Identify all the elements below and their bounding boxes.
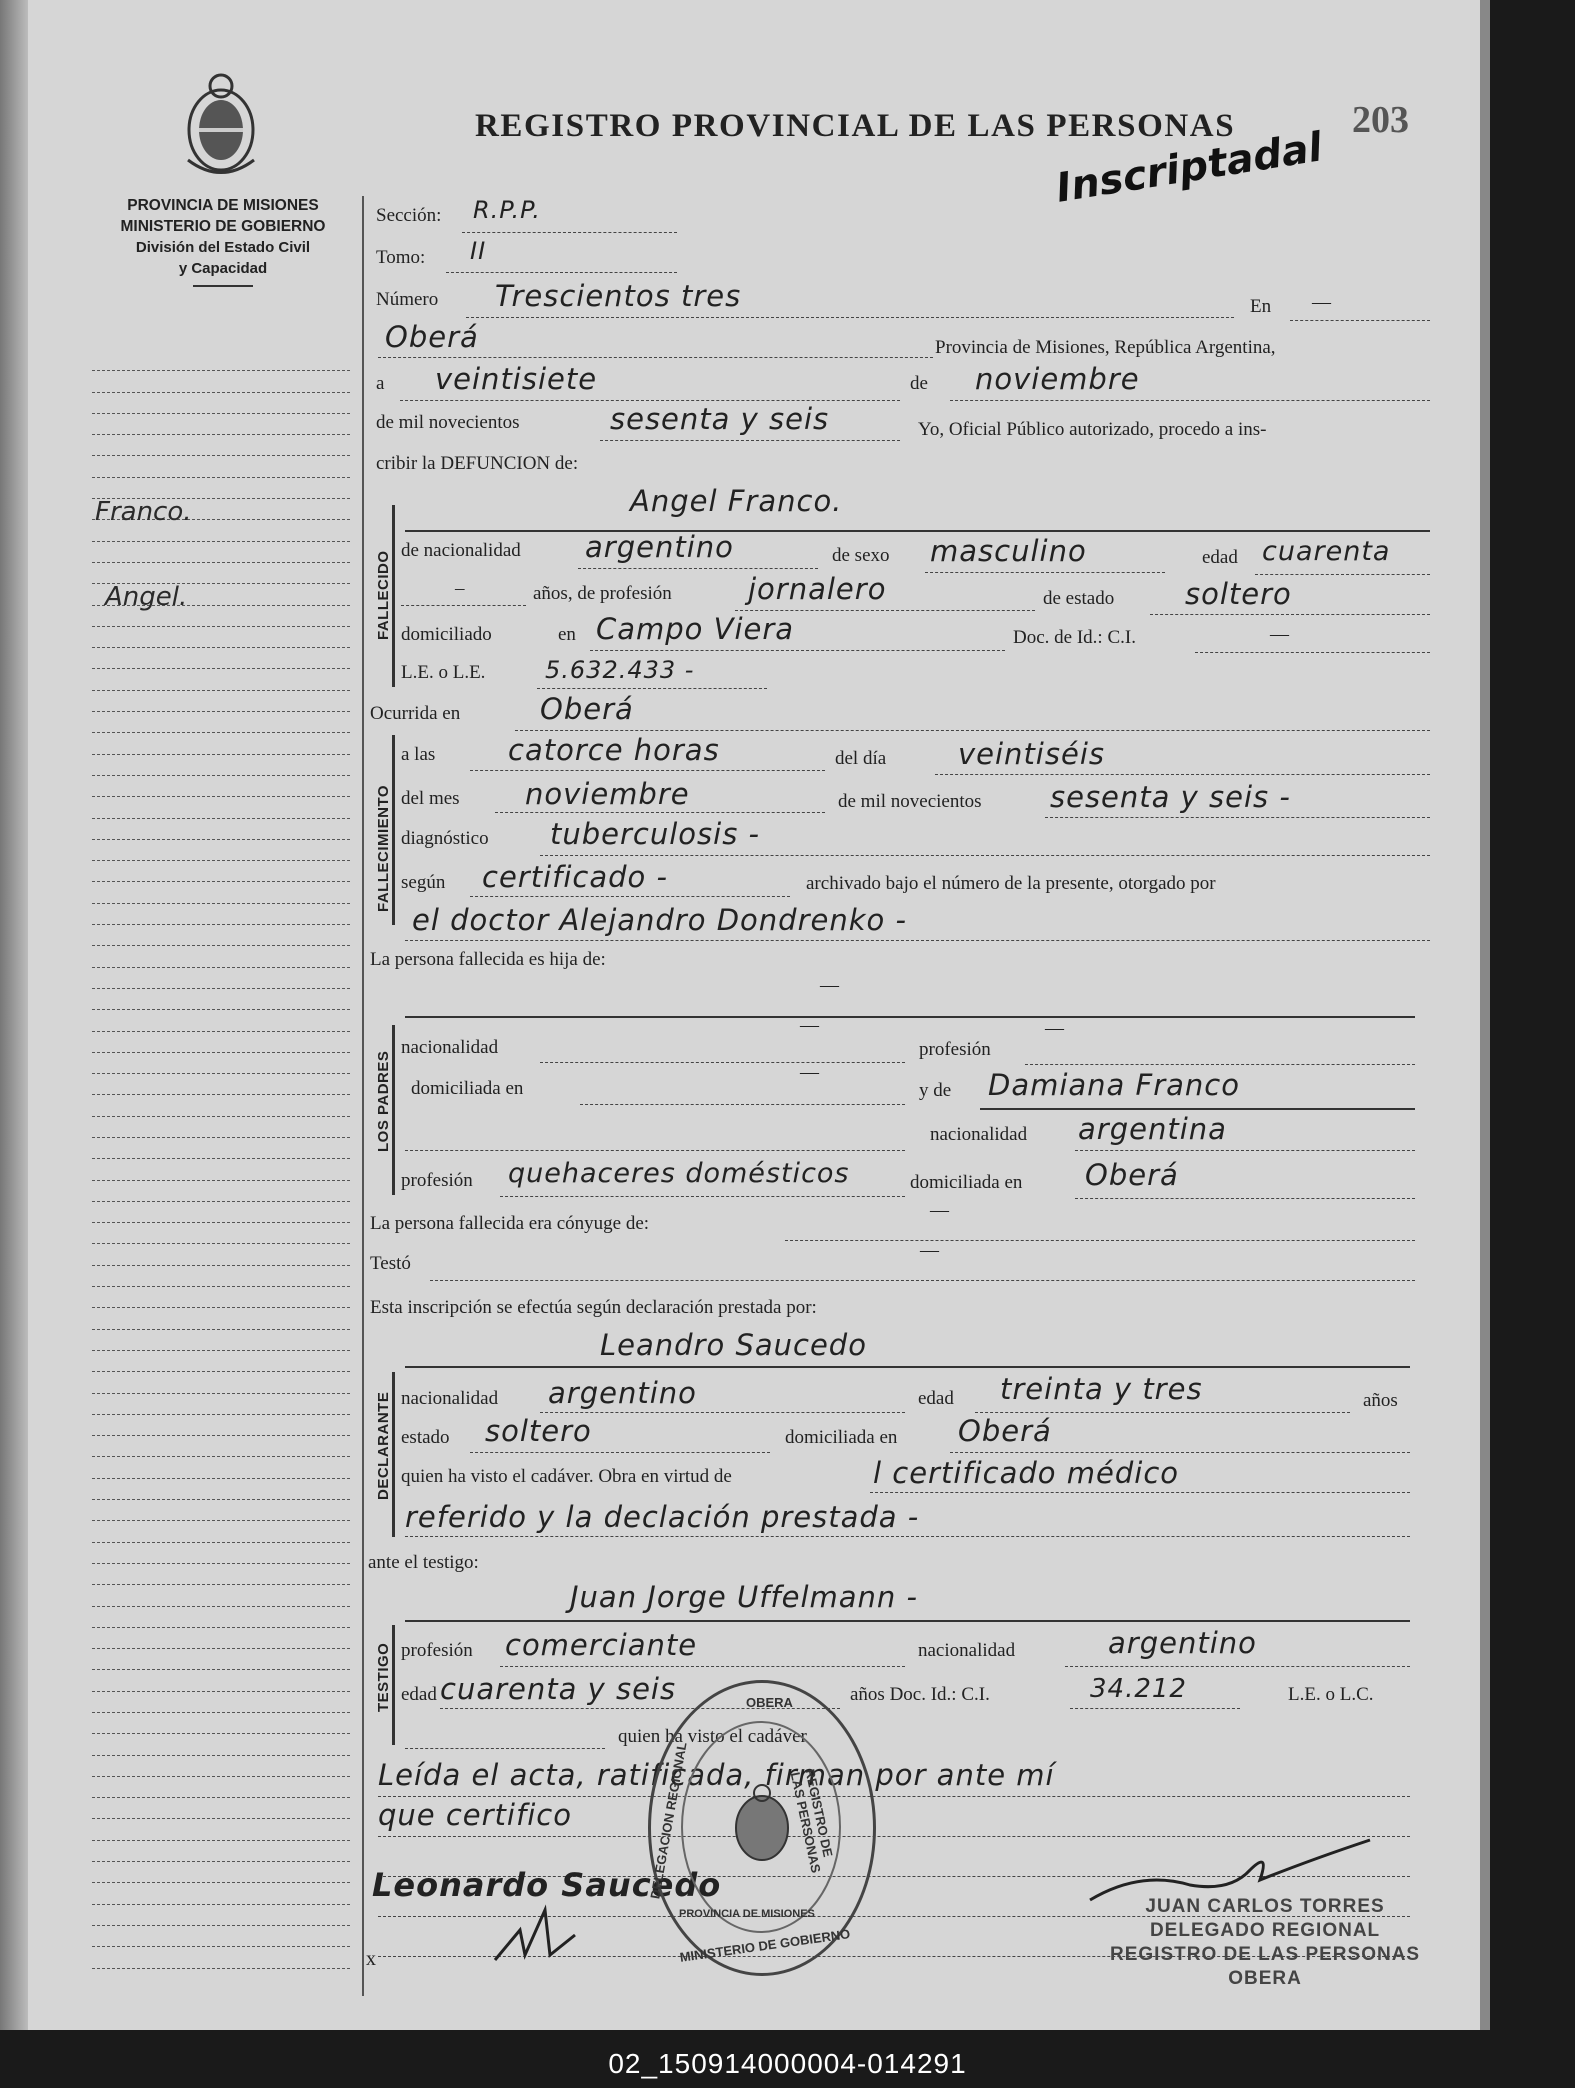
- estado-label: de estado: [1043, 588, 1115, 609]
- day-value: veintisiete: [435, 362, 598, 396]
- declarant-signature: Leonardo Saucedo: [372, 1866, 722, 1904]
- margin-rule-line: [92, 1244, 350, 1265]
- le-label: L.E. o L.E.: [401, 662, 486, 683]
- anio-value: sesenta y seis -: [1050, 780, 1291, 814]
- margin-rule-line: [92, 1670, 350, 1691]
- dia-label: del día: [835, 748, 887, 769]
- testigo-anos-doc-label: años Doc. Id.: C.I.: [850, 1684, 990, 1705]
- margin-rule-line: [92, 435, 350, 456]
- fallecido-bracket: [392, 505, 395, 687]
- segun-line: [470, 896, 790, 897]
- declarante-estado-line: [470, 1452, 770, 1453]
- margin-rule-line: [92, 1585, 350, 1606]
- margin-rule-line: [92, 1926, 350, 1947]
- stamp-emblem-icon: [729, 1783, 795, 1863]
- profesion-value: jornalero: [748, 572, 887, 606]
- testigo-profesion-line: [500, 1666, 905, 1667]
- month-line: [950, 400, 1430, 401]
- margin-rule-line: [92, 456, 350, 477]
- testo-label: Testó: [370, 1253, 411, 1274]
- madre-domicilio-value: Oberá: [1085, 1158, 1179, 1192]
- officer-certification: [1110, 1895, 1420, 1991]
- margin-rule-line: [92, 1628, 350, 1649]
- closing-line-1-rule: [378, 1796, 1410, 1797]
- margin-rule-line: [92, 1777, 350, 1798]
- official-text: Yo, Oficial Público autorizado, procedo a ins-: [918, 419, 1267, 440]
- madre-nacionalidad-line: [1075, 1150, 1415, 1151]
- edad-line: [1255, 574, 1430, 575]
- testigo-nacionalidad-line: [1065, 1666, 1410, 1667]
- ocurrida-value: Oberá: [540, 692, 634, 726]
- testigo-visto-line: [405, 1748, 605, 1749]
- archivado-text: archivado bajo el número de la presente, otorgado por: [806, 873, 1216, 894]
- le-line: [537, 688, 767, 689]
- madre-name-value: Damiana Franco: [988, 1068, 1240, 1102]
- seccion-value: R.P.P.: [473, 196, 541, 224]
- dia-line: [935, 774, 1430, 775]
- edad-dash: –: [455, 578, 465, 599]
- madre-name-line: [980, 1108, 1415, 1110]
- padre-domicilio-label: domiciliada en: [411, 1078, 524, 1099]
- margin-rule-line: [92, 712, 350, 733]
- year-label: de mil novecientos: [376, 412, 520, 433]
- ministry-label: MINISTERIO DE GOBIERNO: [120, 218, 326, 235]
- top-signature: Inscriptadal: [1053, 124, 1326, 212]
- doc-value: —: [1270, 624, 1289, 645]
- ocurrida-label: Ocurrida en: [370, 703, 461, 724]
- margin-rule-line: [92, 1756, 350, 1777]
- domicilio-value: Campo Viera: [596, 612, 795, 646]
- margin-rule-line: [92, 925, 350, 946]
- margin-rule-line: [92, 1032, 350, 1053]
- witness-signature-scribble: [490, 1900, 580, 1970]
- margin-rule-line: [92, 797, 350, 818]
- domicilio-label: domiciliado: [401, 624, 492, 645]
- nacionalidad-value: argentino: [585, 530, 734, 564]
- margin-rule-line: [92, 1500, 350, 1521]
- padre-profesion-value: —: [1045, 1018, 1064, 1039]
- padre-profesion-line: [1025, 1064, 1415, 1065]
- declarante-name: Leandro Saucedo: [600, 1328, 867, 1362]
- margin-rule-line: [92, 1308, 350, 1329]
- stamp-city: OBERA: [746, 1695, 793, 1710]
- madre-domicilio-line: [1075, 1198, 1415, 1199]
- yde-label: y de: [919, 1080, 952, 1101]
- madre-profesion-label: profesión: [401, 1170, 473, 1191]
- en-value: —: [1312, 292, 1331, 313]
- margin-rule-line: [92, 1053, 350, 1074]
- margin-rule-line: [92, 478, 350, 499]
- dia-value: veintiséis: [958, 737, 1105, 771]
- margin-rule-line: [92, 1713, 350, 1734]
- testo-value: —: [920, 1240, 939, 1261]
- edad-value: cuarenta: [1262, 536, 1391, 567]
- margin-rule-line: [92, 1521, 350, 1542]
- diagnostico-value: tuberculosis -: [550, 817, 761, 851]
- margin-rule-line: [92, 1457, 350, 1478]
- madre-blank-line: [405, 1150, 905, 1151]
- diagnostico-line: [540, 855, 1430, 856]
- margin-rule-line: [92, 669, 350, 690]
- diagnostico-label: diagnóstico: [401, 828, 489, 849]
- testigo-doc-line: [1070, 1708, 1240, 1709]
- declarante-domicilio-line: [950, 1452, 1410, 1453]
- deceased-name: Angel Franco.: [630, 484, 843, 518]
- declarante-obra-1-line: [870, 1492, 1410, 1493]
- mes-line: [495, 812, 825, 813]
- place-line: [378, 357, 933, 358]
- testigo-name-line: [405, 1620, 1410, 1622]
- declarante-estado-value: soltero: [485, 1414, 592, 1448]
- testigo-nacionalidad-value: argentino: [1108, 1626, 1257, 1660]
- declarante-intro: Esta inscripción se efectúa según declaración prestada por:: [370, 1297, 817, 1318]
- testigo-profesion-label: profesión: [401, 1640, 473, 1661]
- closing-line-1: Leída el acta, ratificada, firman por ante mí: [378, 1758, 1055, 1792]
- padre-domicilio-value: —: [800, 1062, 819, 1083]
- doctor-value: el doctor Alejandro Dondrenko -: [412, 903, 907, 937]
- margin-rule-line: [92, 1819, 350, 1840]
- declarante-nacionalidad-value: argentino: [548, 1376, 697, 1410]
- inscribe-text: cribir la DEFUNCION de:: [376, 453, 579, 474]
- margin-rule-line: [92, 1351, 350, 1372]
- margin-rule-line: [92, 946, 350, 967]
- ocurrida-line: [515, 730, 1430, 731]
- padre-profesion-label: profesión: [919, 1039, 991, 1060]
- margin-rule-line: [92, 1266, 350, 1287]
- nacionalidad-label: de nacionalidad: [401, 540, 521, 561]
- alas-label: a las: [401, 744, 436, 765]
- margin-rule-line: [92, 1649, 350, 1670]
- hija-label: La persona fallecida es hija de:: [370, 949, 606, 970]
- margin-rule-line: [92, 1564, 350, 1585]
- testigo-edad-label: edad: [401, 1684, 437, 1705]
- declarante-domicilio-value: Oberá: [958, 1414, 1052, 1448]
- testigo-profesion-value: comerciante: [505, 1628, 698, 1662]
- anos-profesion-label: años, de profesión: [533, 583, 672, 604]
- margin-rule-line: [92, 691, 350, 712]
- mes-value: noviembre: [525, 777, 690, 811]
- margin-rule-line: [92, 1181, 350, 1202]
- margin-rule-line: [92, 968, 350, 989]
- padres-section-label: LOS PADRES: [375, 1050, 392, 1152]
- margin-rule-line: [92, 1138, 350, 1159]
- margin-rule-line: [92, 627, 350, 648]
- margin-rule-line: [92, 861, 350, 882]
- edad-label: edad: [1202, 547, 1238, 568]
- margin-rule-line: [92, 1074, 350, 1095]
- testigo-bracket: [392, 1625, 395, 1745]
- margin-rule-line: [92, 1543, 350, 1564]
- declarante-section-label: DECLARANTE: [375, 1391, 392, 1500]
- province-label: PROVINCIA DE MISIONES: [127, 197, 319, 214]
- margin-rule-line: [92, 1095, 350, 1116]
- coat-of-arms-icon: [178, 70, 264, 180]
- margin-rule-line: [92, 1905, 350, 1926]
- stamp-left-text: DELEGACION REGIONAL: [647, 1740, 690, 1901]
- margin-rule-line: [92, 371, 350, 392]
- fallecimiento-bracket: [392, 735, 395, 925]
- testigo-edad-value: cuarenta y seis: [440, 1672, 677, 1706]
- margin-rule-line: [92, 989, 350, 1010]
- margin-rule-line: [92, 1841, 350, 1862]
- declarante-edad-label: edad: [918, 1388, 954, 1409]
- madre-nacionalidad-value: argentina: [1078, 1112, 1227, 1146]
- margin-rule-line: [92, 1436, 350, 1457]
- year-value: sesenta y seis: [610, 402, 830, 436]
- margin-rule-line: [92, 648, 350, 669]
- margin-rule-line: [92, 1862, 350, 1883]
- margin-rule-line: [92, 1479, 350, 1500]
- declarante-estado-label: estado: [401, 1427, 450, 1448]
- profesion-line: [735, 610, 1035, 611]
- margin-rule-line: [92, 1372, 350, 1393]
- anio-line: [1045, 817, 1430, 818]
- testigo-le-label: L.E. o L.C.: [1288, 1684, 1374, 1705]
- division-label: División del Estado Civil: [135, 239, 311, 256]
- book-spine: [0, 0, 28, 2030]
- en-label: En: [1250, 296, 1272, 317]
- margin-rule-line: [92, 733, 350, 754]
- mes-label: del mes: [401, 788, 460, 809]
- declarante-edad-value: treinta y tres: [1000, 1372, 1203, 1406]
- domicilio-line: [590, 650, 1005, 651]
- margin-rule-line: [92, 1330, 350, 1351]
- margin-rule-line: [92, 1202, 350, 1223]
- numero-value: Trescientos tres: [495, 279, 742, 313]
- padres-bracket: [392, 1025, 395, 1195]
- margin-rule-line: [92, 1117, 350, 1138]
- witness-mark: x: [366, 1948, 376, 1970]
- division-label-2: y Capacidad: [178, 260, 268, 277]
- sexo-line: [925, 572, 1165, 573]
- seccion-line: [462, 232, 677, 233]
- officer-title: DELEGADO REGIONAL: [1149, 1920, 1381, 1941]
- domicilio-en-label: en: [558, 624, 576, 645]
- page-title: REGISTRO PROVINCIAL DE LAS PERSONAS: [475, 108, 1236, 144]
- conyuge-line: [785, 1240, 1415, 1241]
- segun-value: certificado -: [482, 860, 668, 894]
- tomo-value: II: [470, 237, 487, 265]
- testigo-visto-text: quien ha visto el cadáver: [618, 1726, 807, 1747]
- sexo-value: masculino: [930, 534, 1087, 568]
- left-header: [92, 195, 354, 287]
- place-value: Oberá: [385, 320, 479, 354]
- edad-num-line: [401, 605, 526, 606]
- testigo-section-label: TESTIGO: [375, 1642, 392, 1712]
- tomo-line: [446, 272, 677, 273]
- estado-line: [1150, 614, 1430, 615]
- margin-rule-line: [92, 882, 350, 903]
- margin-rule-line: [92, 1607, 350, 1628]
- declarante-obra-2: referido y la declación prestada -: [405, 1500, 920, 1534]
- margin-rule-line: [92, 1159, 350, 1180]
- padre-name-value: —: [820, 975, 839, 996]
- margin-rule-line: [92, 1734, 350, 1755]
- page-number: 203: [1352, 99, 1409, 141]
- le-value: 5.632.433 -: [545, 656, 695, 684]
- padre-nacionalidad-label: nacionalidad: [401, 1037, 499, 1058]
- margin-rule-line: [92, 1394, 350, 1415]
- conyuge-value: —: [930, 1200, 949, 1221]
- madre-nacionalidad-label: nacionalidad: [930, 1124, 1028, 1145]
- margin-rule-line: [92, 1010, 350, 1031]
- declarante-edad-line: [975, 1412, 1350, 1413]
- margin-rule-line: [92, 1883, 350, 1904]
- declarante-bracket: [392, 1372, 395, 1537]
- hora-value: catorce horas: [508, 733, 720, 767]
- margin-rule-line: [92, 819, 350, 840]
- testigo-doc-value: 34.212: [1090, 1674, 1187, 1704]
- margin-rule-line: [92, 393, 350, 414]
- margin-rule-line: [92, 1692, 350, 1713]
- padre-nacionalidad-value: —: [800, 1015, 819, 1036]
- segun-label: según: [401, 872, 446, 893]
- official-stamp: [648, 1680, 876, 1976]
- doc-label: Doc. de Id.: C.I.: [1013, 627, 1136, 648]
- margin-rule-line: [92, 414, 350, 435]
- margin-rule-line: [92, 350, 350, 371]
- stamp-middle-text: PROVINCIA DE MISIONES: [679, 1908, 815, 1920]
- testigo-ante-label: ante el testigo:: [368, 1552, 479, 1573]
- margin-given-name: Angel.: [105, 582, 188, 612]
- estado-value: soltero: [1185, 577, 1292, 611]
- margin-surname: Franco.: [95, 497, 192, 527]
- column-divider: [362, 196, 364, 1996]
- stamp-bottom-text: MINISTERIO DE GOBIERNO: [678, 1926, 852, 1965]
- header-divider: [193, 285, 253, 287]
- margin-rule-line: [92, 776, 350, 797]
- footer-image-id: 02_150914000004-014291: [608, 2048, 967, 2079]
- margin-rule-line: [92, 840, 350, 861]
- month-value: noviembre: [975, 362, 1140, 396]
- fallecimiento-section-label: FALLECIMIENTO: [375, 784, 392, 912]
- tomo-label: Tomo:: [376, 247, 426, 268]
- declarante-name-line: [405, 1366, 1410, 1368]
- de-label: de: [910, 373, 928, 394]
- en-line: [1290, 320, 1430, 321]
- margin-rule-line: [92, 904, 350, 925]
- sexo-label: de sexo: [832, 545, 890, 566]
- declarante-nacionalidad-line: [540, 1412, 905, 1413]
- officer-name: JUAN CARLOS TORRES: [1145, 1896, 1385, 1917]
- testo-line: [430, 1280, 1415, 1281]
- madre-domicilio-label: domiciliada en: [910, 1172, 1023, 1193]
- declarante-nacionalidad-label: nacionalidad: [401, 1388, 499, 1409]
- numero-label: Número: [376, 289, 439, 310]
- padre-domicilio-line: [580, 1104, 905, 1105]
- declarante-anos-label: años: [1363, 1390, 1398, 1411]
- margin-rule-line: [92, 1287, 350, 1308]
- testigo-nacionalidad-label: nacionalidad: [918, 1640, 1016, 1661]
- madre-profesion-line: [500, 1196, 905, 1197]
- stamp-top-text: REGISTRO DE LAS PERSONAS: [787, 1767, 836, 1875]
- fallecido-section-label: FALLECIDO: [375, 550, 392, 640]
- declarante-visto-text: quien ha visto el cadáver. Obra en virtud de: [401, 1466, 732, 1487]
- closing-line-2: que certifico: [378, 1798, 572, 1832]
- a-label: a: [376, 373, 385, 394]
- margin-rule-line: [92, 542, 350, 563]
- province-text: Provincia de Misiones, República Argentina,: [935, 337, 1276, 358]
- padre-name-line: [405, 1016, 1415, 1018]
- year-line: [600, 440, 900, 441]
- margin-rule-line: [92, 1798, 350, 1819]
- officer-office: REGISTRO DE LAS PERSONAS: [1110, 1944, 1421, 1965]
- padre-nacionalidad-line: [540, 1062, 905, 1063]
- conyuge-label: La persona fallecida era cónyuge de:: [370, 1213, 650, 1234]
- doctor-line: [405, 940, 1430, 941]
- doc-line: [1195, 652, 1430, 653]
- declarante-obra-2-line: [405, 1536, 1410, 1537]
- margin-rule-line: [92, 755, 350, 776]
- madre-profesion-value: quehaceres domésticos: [508, 1158, 850, 1189]
- margin-rule-line: [92, 1415, 350, 1436]
- deceased-name-line: [405, 530, 1430, 532]
- declarante-domicilio-label: domiciliada en: [785, 1427, 898, 1448]
- margin-rule-line: [92, 1223, 350, 1244]
- officer-city: OBERA: [1228, 1968, 1302, 1989]
- day-line: [400, 400, 900, 401]
- numero-line: [466, 317, 1234, 318]
- testigo-name: Juan Jorge Uffelmann -: [570, 1580, 918, 1614]
- margin-rule-line: [92, 1947, 350, 1968]
- nacionalidad-line: [578, 568, 818, 569]
- hora-line: [470, 770, 825, 771]
- anio-label: de mil novecientos: [838, 791, 982, 812]
- declarante-obra-1: l certificado médico: [873, 1456, 1180, 1490]
- seccion-label: Sección:: [376, 205, 442, 226]
